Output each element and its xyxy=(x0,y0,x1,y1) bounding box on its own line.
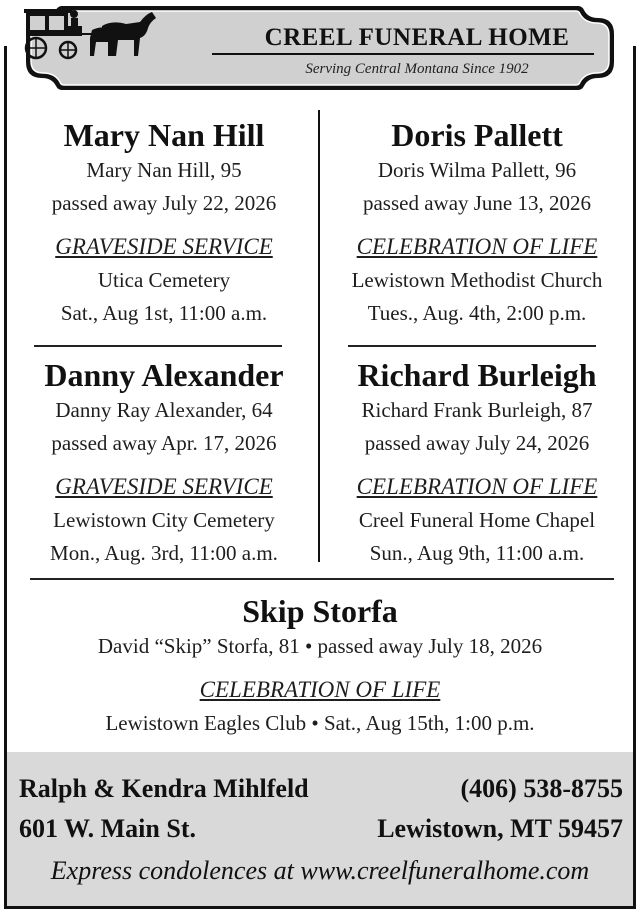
obituary-doris-pallett xyxy=(327,116,627,330)
obituary-danny-alexander xyxy=(14,356,314,570)
service-location: Lewistown City Cemetery xyxy=(53,508,275,532)
obituary-name: Danny Alexander xyxy=(44,357,284,393)
street-address: 601 W. Main St. xyxy=(19,814,196,843)
obituary-passed: passed away June 13, 2026 xyxy=(362,191,592,215)
obituary-name: Doris Pallett xyxy=(391,117,563,153)
service-location-time: Lewistown Eagles Club • Sat., Aug 15th, 1:00 p.m. xyxy=(105,711,535,735)
service-location: Lewistown Methodist Church xyxy=(351,268,603,292)
service-time: Sun., Aug 9th, 11:00 a.m. xyxy=(369,541,585,565)
section-divider xyxy=(34,345,282,347)
obituary-full-name: Doris Wilma Pallett, 96 xyxy=(377,158,577,182)
obituary-mary-nan-hill xyxy=(14,116,314,330)
obituary-skip-storfa xyxy=(14,592,626,740)
section-divider xyxy=(348,345,596,347)
obituary-passed: passed away Apr. 17, 2026 xyxy=(51,431,277,455)
service-time: Mon., Aug. 3rd, 11:00 a.m. xyxy=(50,541,278,565)
obituary-passed: passed away July 24, 2026 xyxy=(364,431,590,455)
service-location: Utica Cemetery xyxy=(97,268,231,292)
horse-drawn-hearse-icon xyxy=(22,4,162,60)
obituary-full-name: Richard Frank Burleigh, 87 xyxy=(361,398,593,422)
business-tagline: Serving Central Montana Since 1902 xyxy=(305,61,529,77)
business-name: CREEL FUNERAL HOME xyxy=(264,24,570,51)
service-type: GRAVESIDE SERVICE xyxy=(55,234,273,259)
section-divider xyxy=(30,578,614,580)
column-divider xyxy=(318,110,320,562)
obituary-name: Mary Nan Hill xyxy=(63,117,265,153)
obituary-passed: passed away July 22, 2026 xyxy=(51,191,277,215)
condolences-website[interactable]: Express condolences at www.creelfuneralhome.com xyxy=(50,856,590,885)
obituary-full-name: Danny Ray Alexander, 64 xyxy=(55,398,273,422)
contact-footer xyxy=(7,752,633,906)
service-type: CELEBRATION OF LIFE xyxy=(199,677,441,702)
service-location: Creel Funeral Home Chapel xyxy=(358,508,596,532)
phone-number[interactable]: (406) 538-8755 xyxy=(460,774,623,803)
owners-name: Ralph & Kendra Mihlfeld xyxy=(19,774,309,803)
header-banner xyxy=(22,4,618,92)
service-time: Tues., Aug. 4th, 2:00 p.m. xyxy=(367,301,587,325)
obituary-name: Skip Storfa xyxy=(242,593,398,629)
obituary-richard-burleigh xyxy=(327,356,627,570)
service-type: CELEBRATION OF LIFE xyxy=(356,474,598,499)
obituary-details: David “Skip” Storfa, 81 • passed away July 18, 2026 xyxy=(97,634,543,658)
service-time: Sat., Aug 1st, 11:00 a.m. xyxy=(60,301,268,325)
city-state-zip: Lewistown, MT 59457 xyxy=(377,814,623,843)
service-type: CELEBRATION OF LIFE xyxy=(356,234,598,259)
service-type: GRAVESIDE SERVICE xyxy=(55,474,273,499)
obituary-full-name: Mary Nan Hill, 95 xyxy=(86,158,242,182)
obituary-name: Richard Burleigh xyxy=(357,357,597,393)
